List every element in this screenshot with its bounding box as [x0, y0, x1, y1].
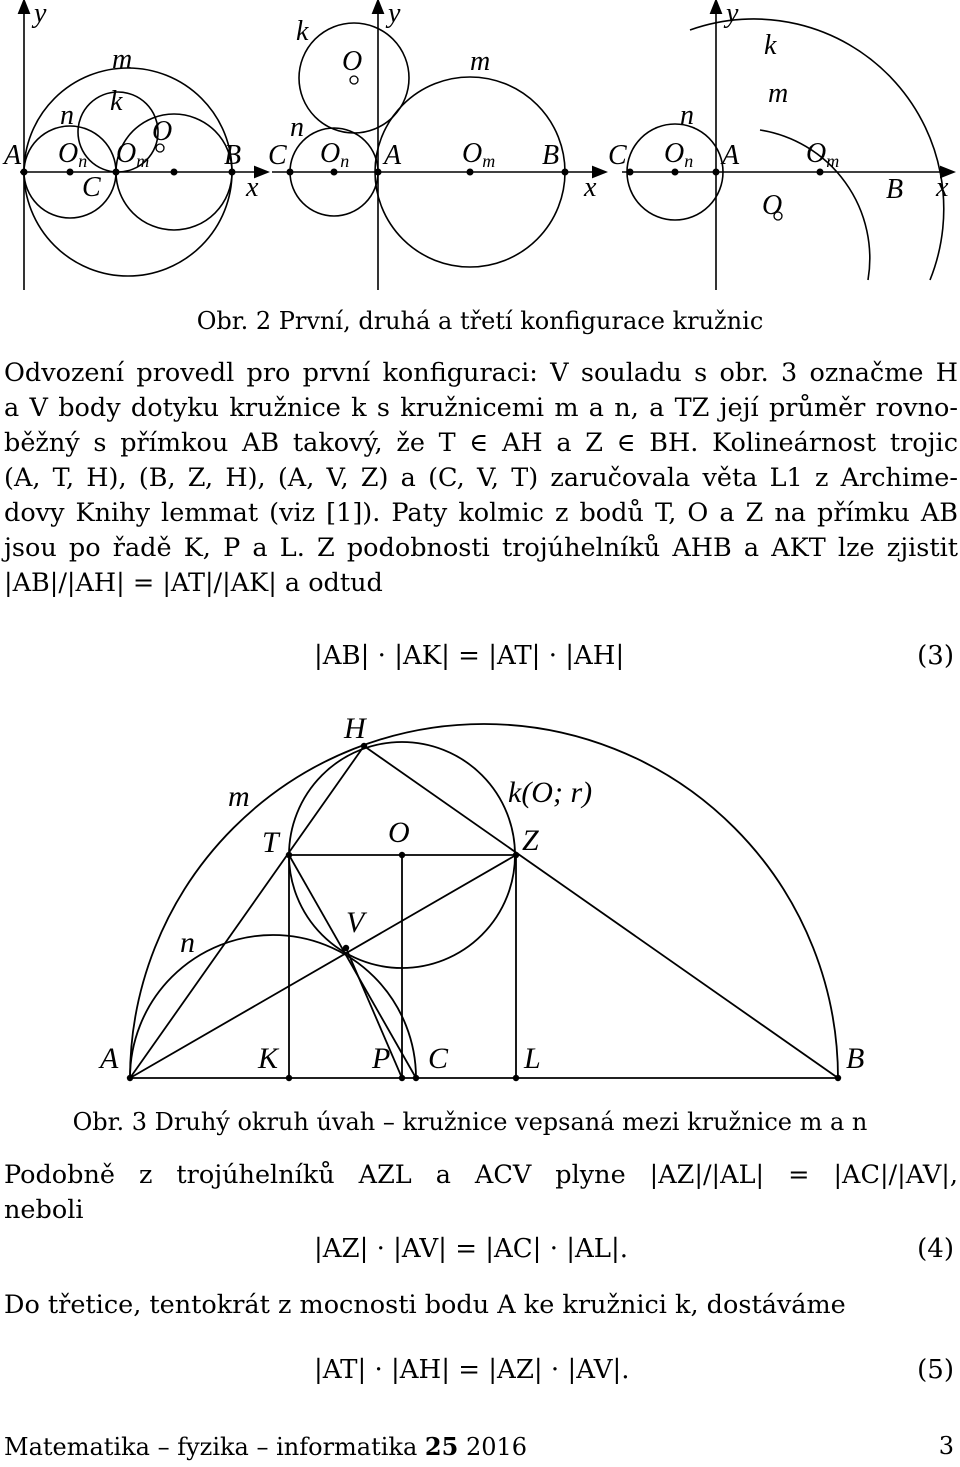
paragraph-3 — [4, 1288, 958, 1323]
label-y: y — [388, 0, 401, 29]
label-On: On — [320, 138, 350, 171]
label-H: H — [344, 712, 366, 745]
label-A: A — [4, 140, 22, 171]
text-line: a V body dotyku kružnice k s kružnicemi m a n, a TZ její průměr rovno- — [4, 393, 958, 423]
label-x: x — [584, 172, 597, 203]
label-O: O — [152, 116, 173, 147]
page-footer — [4, 1432, 954, 1461]
label-On: On — [664, 138, 694, 171]
equation-4-number: (4) — [917, 1234, 954, 1264]
journal-year: 2016 — [458, 1433, 528, 1461]
label-C: C — [428, 1042, 449, 1075]
label-O: O — [342, 46, 363, 77]
text-line: jsou po řadě K, P a L. Z podobnosti trojúhelníků AHB a AKT lze zjistit — [4, 533, 958, 563]
text-line: Do třetice, tentokrát z mocnosti bodu A ke kružnici k, dostáváme — [4, 1290, 846, 1320]
label-Om: Om — [806, 138, 840, 171]
label-m: m — [470, 46, 491, 77]
paragraph-2 — [4, 1158, 958, 1228]
label-x: x — [246, 172, 259, 203]
label-A: A — [100, 1042, 119, 1075]
text-line: neboli — [4, 1195, 84, 1225]
figure-3 — [0, 700, 960, 1100]
label-P: P — [372, 1042, 391, 1075]
label-m: m — [768, 78, 789, 109]
text-line: |AB|/|AH| = |AT|/|AK| a odtud — [4, 568, 383, 598]
equation-5: |AT| · |AH| = |AZ| · |AV|. — [314, 1355, 630, 1385]
label-A: A — [384, 140, 402, 171]
label-O: O — [762, 190, 783, 221]
label-V: V — [346, 906, 365, 939]
label-k: k — [296, 16, 309, 47]
page-number: 3 — [938, 1432, 954, 1460]
label-k: k — [764, 30, 777, 61]
label-C: C — [608, 140, 627, 171]
label-L: L — [524, 1042, 541, 1075]
text-line: běžný s přímkou AB takový, že T ∈ AH a Z ∈ BH. Kolineárnost trojic — [4, 428, 958, 458]
label-n: n — [180, 926, 195, 959]
figure-3-caption: Obr. 3 Druhý okruh úvah – kružnice vepsaná mezi kružnice m a n — [72, 1108, 868, 1136]
text-line: dovy Knihy lemmat (viz [1]). Paty kolmic z bodů T, O a Z na přímku AB — [4, 498, 958, 528]
label-C: C — [82, 172, 101, 203]
label-T: T — [262, 826, 279, 859]
equation-3-number: (3) — [917, 641, 954, 671]
label-m: m — [112, 44, 133, 75]
label-n: n — [680, 100, 694, 131]
label-On: On — [58, 138, 88, 171]
label-n: n — [290, 112, 304, 143]
label-B: B — [542, 140, 560, 171]
journal-name: Matematika – fyzika – informatika — [4, 1433, 425, 1461]
label-n: n — [60, 100, 74, 131]
label-A: A — [722, 140, 740, 171]
label-Om: Om — [116, 138, 150, 171]
figure-2 — [0, 0, 960, 300]
label-y: y — [726, 0, 739, 29]
journal-volume: 25 — [424, 1432, 459, 1461]
text-line: Odvození provedl pro první konfiguraci: V souladu s obr. 3 označme H — [4, 358, 958, 388]
equation-5-number: (5) — [917, 1355, 954, 1385]
label-y: y — [34, 0, 47, 29]
label-k: k — [110, 86, 123, 117]
label-m: m — [228, 780, 250, 813]
label-B: B — [886, 174, 904, 205]
text-line: (A, T, H), (B, Z, H), (A, V, Z) a (C, V, T) zaručovala věta L1 z Archime- — [4, 463, 958, 493]
figure-2-caption: Obr. 2 První, druhá a třetí konfigurace kružnic — [196, 307, 764, 335]
label-B: B — [846, 1042, 865, 1075]
label-Om: Om — [462, 138, 496, 171]
label-Z: Z — [522, 824, 539, 857]
label-O: O — [388, 816, 410, 849]
label-x: x — [936, 172, 949, 203]
paragraph-1 — [4, 356, 958, 601]
label-C: C — [268, 140, 287, 171]
equation-3: |AB| · |AK| = |AT| · |AH| — [314, 641, 625, 671]
label-k: k(O; r) — [508, 776, 593, 809]
equation-4: |AZ| · |AV| = |AC| · |AL|. — [314, 1234, 629, 1264]
label-B: B — [224, 140, 242, 171]
text-line: Podobně z trojúhelníků AZL a ACV plyne |AZ|/|AL| = |AC|/|AV|, — [4, 1160, 958, 1190]
label-K: K — [258, 1042, 279, 1075]
